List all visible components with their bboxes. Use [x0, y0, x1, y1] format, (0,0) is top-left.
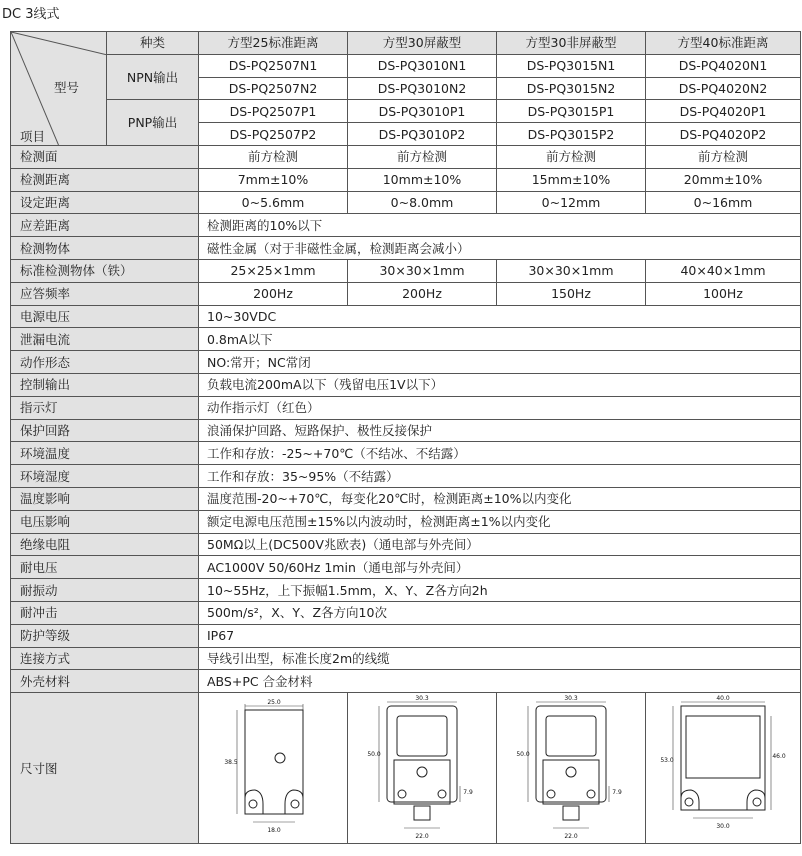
spec-row: [11, 647, 801, 670]
spec-row: [11, 624, 801, 647]
spec-row-label: 绝缘电阻: [11, 533, 199, 556]
dimension-drawing-cell: [348, 693, 497, 844]
spec-row: [11, 145, 801, 168]
spec-value-merged: 10~55Hz，上下振幅1.5mm，X、Y、Z各方向2h: [199, 579, 801, 602]
model-cell: DS-PQ3015P1: [497, 100, 646, 123]
spec-value: 30×30×1mm: [348, 259, 497, 282]
spec-row-label: 控制输出: [11, 373, 199, 396]
spec-row-label: 检测物体: [11, 237, 199, 260]
dimension-value: 40.0: [716, 695, 730, 703]
spec-row-label: 温度影响: [11, 487, 199, 510]
dimension-drawing: [203, 694, 343, 842]
dimension-value: 25.0: [267, 699, 281, 707]
spec-value-merged: 0.8mA以下: [199, 328, 801, 351]
spec-value-merged: 负载电流200mA以下（残留电压1V以下）: [199, 373, 801, 396]
spec-value: 100Hz: [646, 282, 801, 305]
model-cell: DS-PQ2507N2: [199, 77, 348, 100]
spec-value-merged: 10~30VDC: [199, 305, 801, 328]
dimension-value: 50.0: [367, 751, 381, 759]
spec-value: 0~16mm: [646, 191, 801, 214]
header-row-npn1: [11, 54, 801, 77]
spec-row-label: 环境湿度: [11, 465, 199, 488]
spec-value: 200Hz: [199, 282, 348, 305]
spec-value: 15mm±10%: [497, 168, 646, 191]
npn-label: NPN输出: [107, 54, 199, 100]
spec-value: 40×40×1mm: [646, 259, 801, 282]
model-cell: DS-PQ3010N2: [348, 77, 497, 100]
dimension-value: 22.0: [415, 833, 429, 841]
spec-row: [11, 305, 801, 328]
spec-row: [11, 419, 801, 442]
dimension-value: 7.9: [612, 789, 622, 797]
spec-row: [11, 442, 801, 465]
spec-value: 前方检测: [199, 145, 348, 168]
spec-row-label: 检测面: [11, 145, 199, 168]
spec-row: [11, 351, 801, 374]
spec-row-label: 耐冲击: [11, 601, 199, 624]
spec-value-merged: 检测距离的10%以下: [199, 214, 801, 237]
spec-row-label: 检测距离: [11, 168, 199, 191]
spec-row-label: 耐电压: [11, 556, 199, 579]
spec-row: [11, 168, 801, 191]
model-cell: DS-PQ3015N1: [497, 54, 646, 77]
spec-value: 0~12mm: [497, 191, 646, 214]
model-cell: DS-PQ4020P1: [646, 100, 801, 123]
spec-row: [11, 373, 801, 396]
spec-value: 0~8.0mm: [348, 191, 497, 214]
spec-row: [11, 670, 801, 693]
spec-row: [11, 579, 801, 602]
page-heading: DC 3线式: [2, 7, 60, 22]
spec-value-merged: AC1000V 50/60Hz 1min（通电部与外壳间）: [199, 556, 801, 579]
spec-row-label: 电源电压: [11, 305, 199, 328]
spec-row-label: 防护等级: [11, 624, 199, 647]
model-cell: DS-PQ2507P2: [199, 123, 348, 146]
spec-row-label: 泄漏电流: [11, 328, 199, 351]
dimension-drawing: [352, 694, 492, 842]
spec-value: 150Hz: [497, 282, 646, 305]
spec-row: [11, 328, 801, 351]
model-cell: DS-PQ2507P1: [199, 100, 348, 123]
type-label: 种类: [107, 32, 199, 55]
spec-value-merged: 500m/s²，X、Y、Z各方向10次: [199, 601, 801, 624]
spec-row-label: 标准检测物体（铁）: [11, 259, 199, 282]
dimension-value: 22.0: [564, 833, 578, 841]
model-cell: DS-PQ4020N2: [646, 77, 801, 100]
spec-row-label: 应答频率: [11, 282, 199, 305]
model-cell: DS-PQ3010P1: [348, 100, 497, 123]
spec-value-merged: IP67: [199, 624, 801, 647]
dimension-value: 7.9: [463, 789, 473, 797]
dimension-value: 18.0: [267, 827, 281, 835]
spec-row-label: 设定距离: [11, 191, 199, 214]
model-label: 型号: [54, 80, 80, 95]
spec-value: 25×25×1mm: [199, 259, 348, 282]
dimension-value: 30.3: [564, 695, 578, 703]
spec-row: [11, 601, 801, 624]
model-cell: DS-PQ3015N2: [497, 77, 646, 100]
pnp-label: PNP输出: [107, 100, 199, 146]
spec-value: 20mm±10%: [646, 168, 801, 191]
dimension-value: 53.0: [660, 757, 674, 765]
dimension-drawing: [653, 694, 793, 842]
spec-row: [11, 487, 801, 510]
spec-row-label: 应差距离: [11, 214, 199, 237]
spec-value: 200Hz: [348, 282, 497, 305]
column-header: 方型40标准距离: [646, 32, 801, 55]
column-header: 方型30屏蔽型: [348, 32, 497, 55]
spec-value: 前方检测: [497, 145, 646, 168]
spec-row: [11, 237, 801, 260]
dimension-value: 38.5: [224, 759, 238, 767]
spec-row: [11, 282, 801, 305]
spec-row-label: 连接方式: [11, 647, 199, 670]
model-cell: DS-PQ2507N1: [199, 54, 348, 77]
dimension-drawing-cell: [646, 693, 801, 844]
spec-row-label: 电压影响: [11, 510, 199, 533]
dimension-drawing-cell: [199, 693, 348, 844]
dimension-drawing: [501, 694, 641, 842]
spec-row: [11, 556, 801, 579]
model-cell: DS-PQ3010N1: [348, 54, 497, 77]
dimension-drawing-cell: [497, 693, 646, 844]
spec-row-label: 指示灯: [11, 396, 199, 419]
spec-row: [11, 259, 801, 282]
dimension-label: 尺寸图: [11, 693, 199, 844]
model-cell: DS-PQ3015P2: [497, 123, 646, 146]
dimension-value: 30.0: [716, 823, 730, 831]
spec-value-merged: ABS+PC 合金材料: [199, 670, 801, 693]
dimension-value: 50.0: [516, 751, 530, 759]
spec-value: 前方检测: [646, 145, 801, 168]
spec-row-label: 保护回路: [11, 419, 199, 442]
model-cell: DS-PQ4020P2: [646, 123, 801, 146]
spec-value-merged: 浪涌保护回路、短路保护、极性反接保护: [199, 419, 801, 442]
spec-value: 0~5.6mm: [199, 191, 348, 214]
spec-row-label: 环境温度: [11, 442, 199, 465]
spec-row-label: 耐振动: [11, 579, 199, 602]
spec-value: 10mm±10%: [348, 168, 497, 191]
column-header: 方型25标准距离: [199, 32, 348, 55]
dimension-value: 30.3: [415, 695, 429, 703]
spec-value-merged: 50MΩ以上(DC500V兆欧表)（通电部与外壳间）: [199, 533, 801, 556]
model-cell: DS-PQ4020N1: [646, 54, 801, 77]
spec-value: 7mm±10%: [199, 168, 348, 191]
header-row-type: [11, 32, 801, 55]
spec-row: [11, 510, 801, 533]
spec-value-merged: 动作指示灯（红色）: [199, 396, 801, 419]
header-row-pnp1: [11, 100, 801, 123]
header-corner: [11, 32, 107, 146]
spec-table: [10, 31, 801, 844]
spec-value-merged: 磁性金属（对于非磁性金属，检测距离会减小）: [199, 237, 801, 260]
spec-value-merged: 额定电源电压范围±15%以内波动时，检测距离±1%以内变化: [199, 510, 801, 533]
spec-row: [11, 214, 801, 237]
spec-value-merged: 导线引出型，标准长度2m的线缆: [199, 647, 801, 670]
spec-row-label: 动作形态: [11, 351, 199, 374]
spec-row: [11, 191, 801, 214]
spec-value: 前方检测: [348, 145, 497, 168]
spec-value: 30×30×1mm: [497, 259, 646, 282]
spec-row: [11, 533, 801, 556]
spec-value-merged: NO:常开；NC常闭: [199, 351, 801, 374]
spec-value-merged: 工作和存放：35~95%（不结露）: [199, 465, 801, 488]
spec-row: [11, 465, 801, 488]
model-cell: DS-PQ3010P2: [348, 123, 497, 146]
spec-row-label: 外壳材料: [11, 670, 199, 693]
spec-row: [11, 396, 801, 419]
dimension-row: [11, 693, 801, 844]
column-header: 方型30非屏蔽型: [497, 32, 646, 55]
spec-value-merged: 工作和存放：-25~+70℃（不结冰、不结露）: [199, 442, 801, 465]
spec-value-merged: 温度范围-20~+70℃，每变化20℃时，检测距离±10%以内变化: [199, 487, 801, 510]
item-label: 项目: [20, 129, 46, 144]
dimension-value: 46.0: [772, 753, 786, 761]
